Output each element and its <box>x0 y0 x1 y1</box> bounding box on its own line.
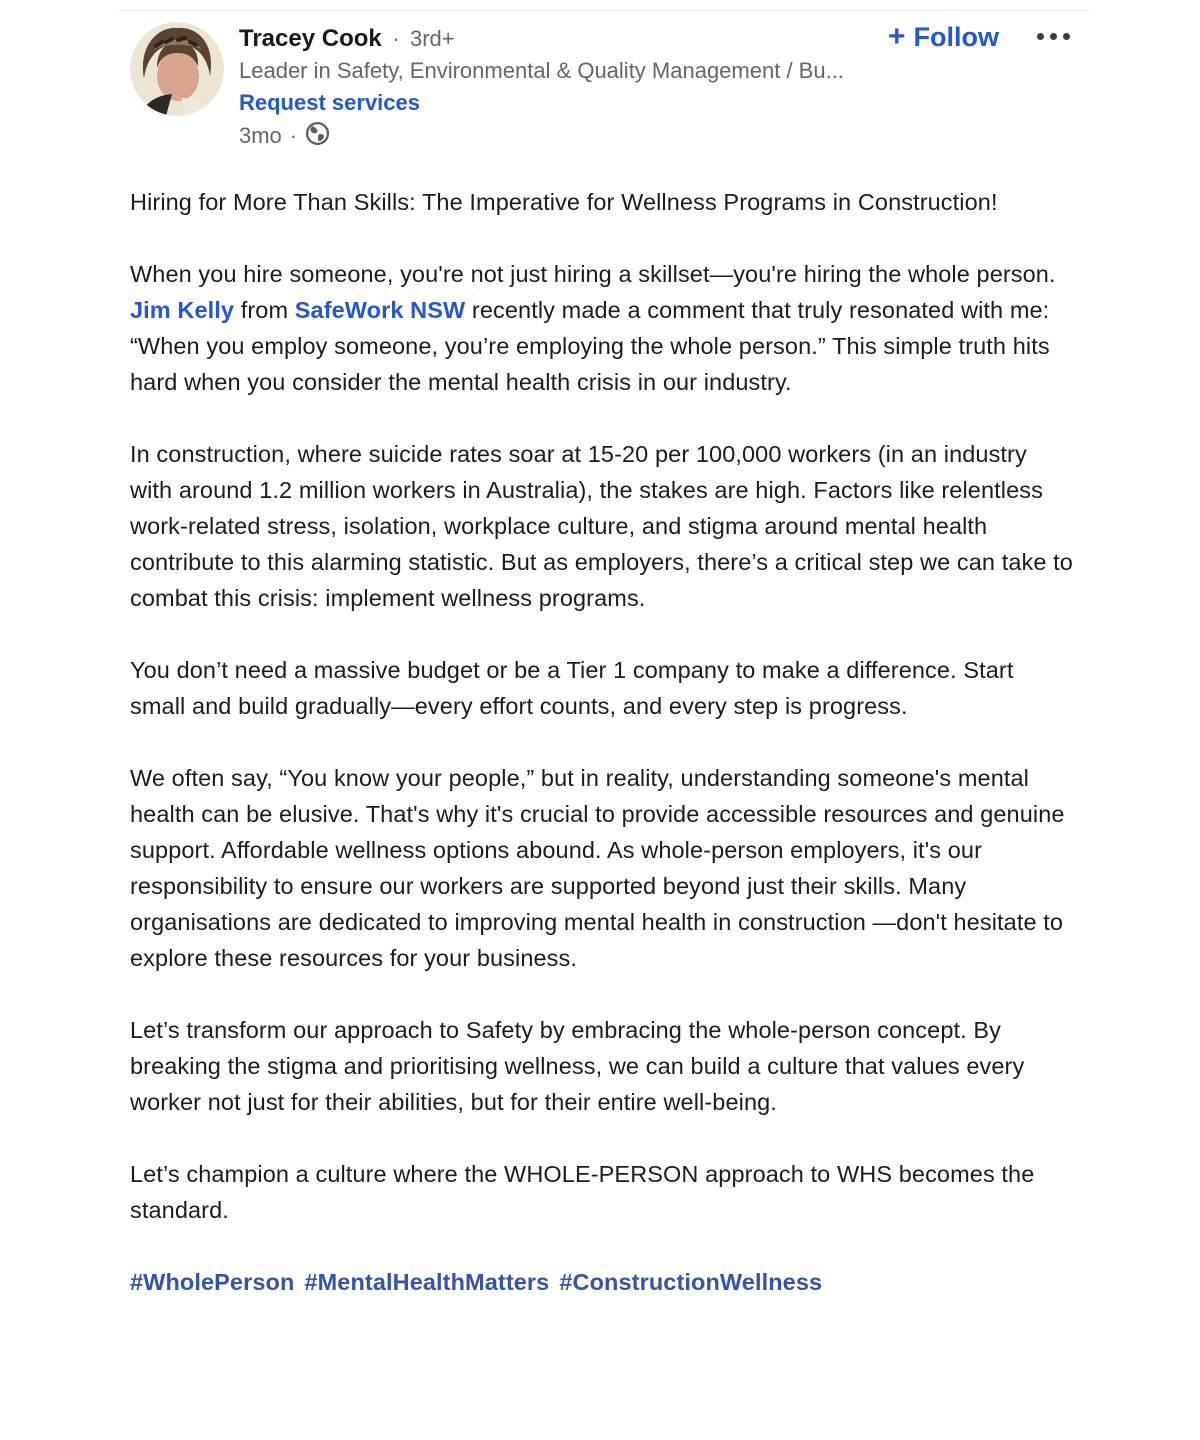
author-headline: Leader in Safety, Environmental & Quality Management / Bu... <box>239 58 844 83</box>
author-name-row <box>239 24 844 54</box>
hashtags-row <box>130 1264 1074 1300</box>
post-paragraph: We often say, “You know your people,” but in reality, understanding someone's mental health can be elusive. That's why it's crucial to provide accessible resources and genuine support. Affordable wellness options abound. As whole-person employers, it's our responsibility to ensure our workers are supported beyond just their skills. Many organisations are dedicated to improving mental health in construction —don't hesitate to explore these resources for your business. <box>130 765 1065 971</box>
post-paragraph: Let’s transform our approach to Safety by embracing the whole-person concept. By breaking the stigma and prioritising wellness, we can build a culture that values every worker not just for their abilities, but for their entire well-being. <box>130 1017 1025 1115</box>
link-safework-nsw[interactable]: SafeWork NSW <box>294 297 466 323</box>
globe-icon <box>305 121 330 152</box>
plus-icon: + <box>887 20 906 53</box>
author-info <box>239 20 844 149</box>
paragraph-text: When you hire someone, you're not just hiring a skillset—you're hiring the whole person. <box>130 261 1056 287</box>
follow-button[interactable] <box>888 20 999 54</box>
hashtag-mentalhealthmatters[interactable]: #MentalHealthMatters <box>304 1269 550 1295</box>
overflow-dot-icon <box>1063 33 1070 40</box>
post-time: 3mo <box>239 123 282 148</box>
post-paragraph: Let’s champion a culture where the WHOLE-PERSON approach to WHS becomes the standard. <box>130 1161 1035 1223</box>
connection-degree: 3rd+ <box>409 26 455 51</box>
request-services-link[interactable]: Request services <box>239 90 420 115</box>
post-paragraph <box>130 256 1074 400</box>
hashtag-constructionwellness[interactable]: #ConstructionWellness <box>559 1269 823 1295</box>
post-paragraph: In construction, where suicide rates soar at 15-20 per 100,000 workers (in an industry with around 1.2 million workers in Australia), the stakes are high. Factors like relentless work-related stress, isolation, workplace culture, and stigma around mental health contribute to this alarming statistic. But as employers, there’s a critical step we can take to combat this crisis: implement wellness programs. <box>130 441 1073 611</box>
overflow-dot-icon <box>1050 33 1057 40</box>
name-degree-separator: · <box>392 26 400 51</box>
overflow-dot-icon <box>1037 33 1044 40</box>
link-jim-kelly[interactable]: Jim Kelly <box>130 297 235 323</box>
post-body <box>130 184 1074 1300</box>
hashtag-wholeperson[interactable]: #WholePerson <box>130 1269 295 1295</box>
paragraph-text: from <box>234 297 295 323</box>
paragraph-text: recently made a comment that truly resonated with me: “When you employ someone, you’re employing the whole person.” This simple truth hits hard when you consider the mental health crisis in our industry. <box>130 297 1050 395</box>
overflow-menu-button[interactable] <box>1035 27 1072 46</box>
avatar[interactable] <box>130 22 224 116</box>
post-meta-row <box>239 123 844 149</box>
post-header <box>130 20 1072 149</box>
post-title-paragraph: Hiring for More Than Skills: The Imperative for Wellness Programs in Construction! <box>130 189 998 215</box>
author-name[interactable]: Tracey Cook <box>239 25 382 52</box>
meta-separator: · <box>289 123 298 148</box>
follow-label: Follow <box>913 22 999 52</box>
post-paragraph: You don’t need a massive budget or be a Tier 1 company to make a difference. Start small and build gradually—every effort counts, and every step is progress. <box>130 657 1014 719</box>
avatar-illustration <box>130 22 224 116</box>
